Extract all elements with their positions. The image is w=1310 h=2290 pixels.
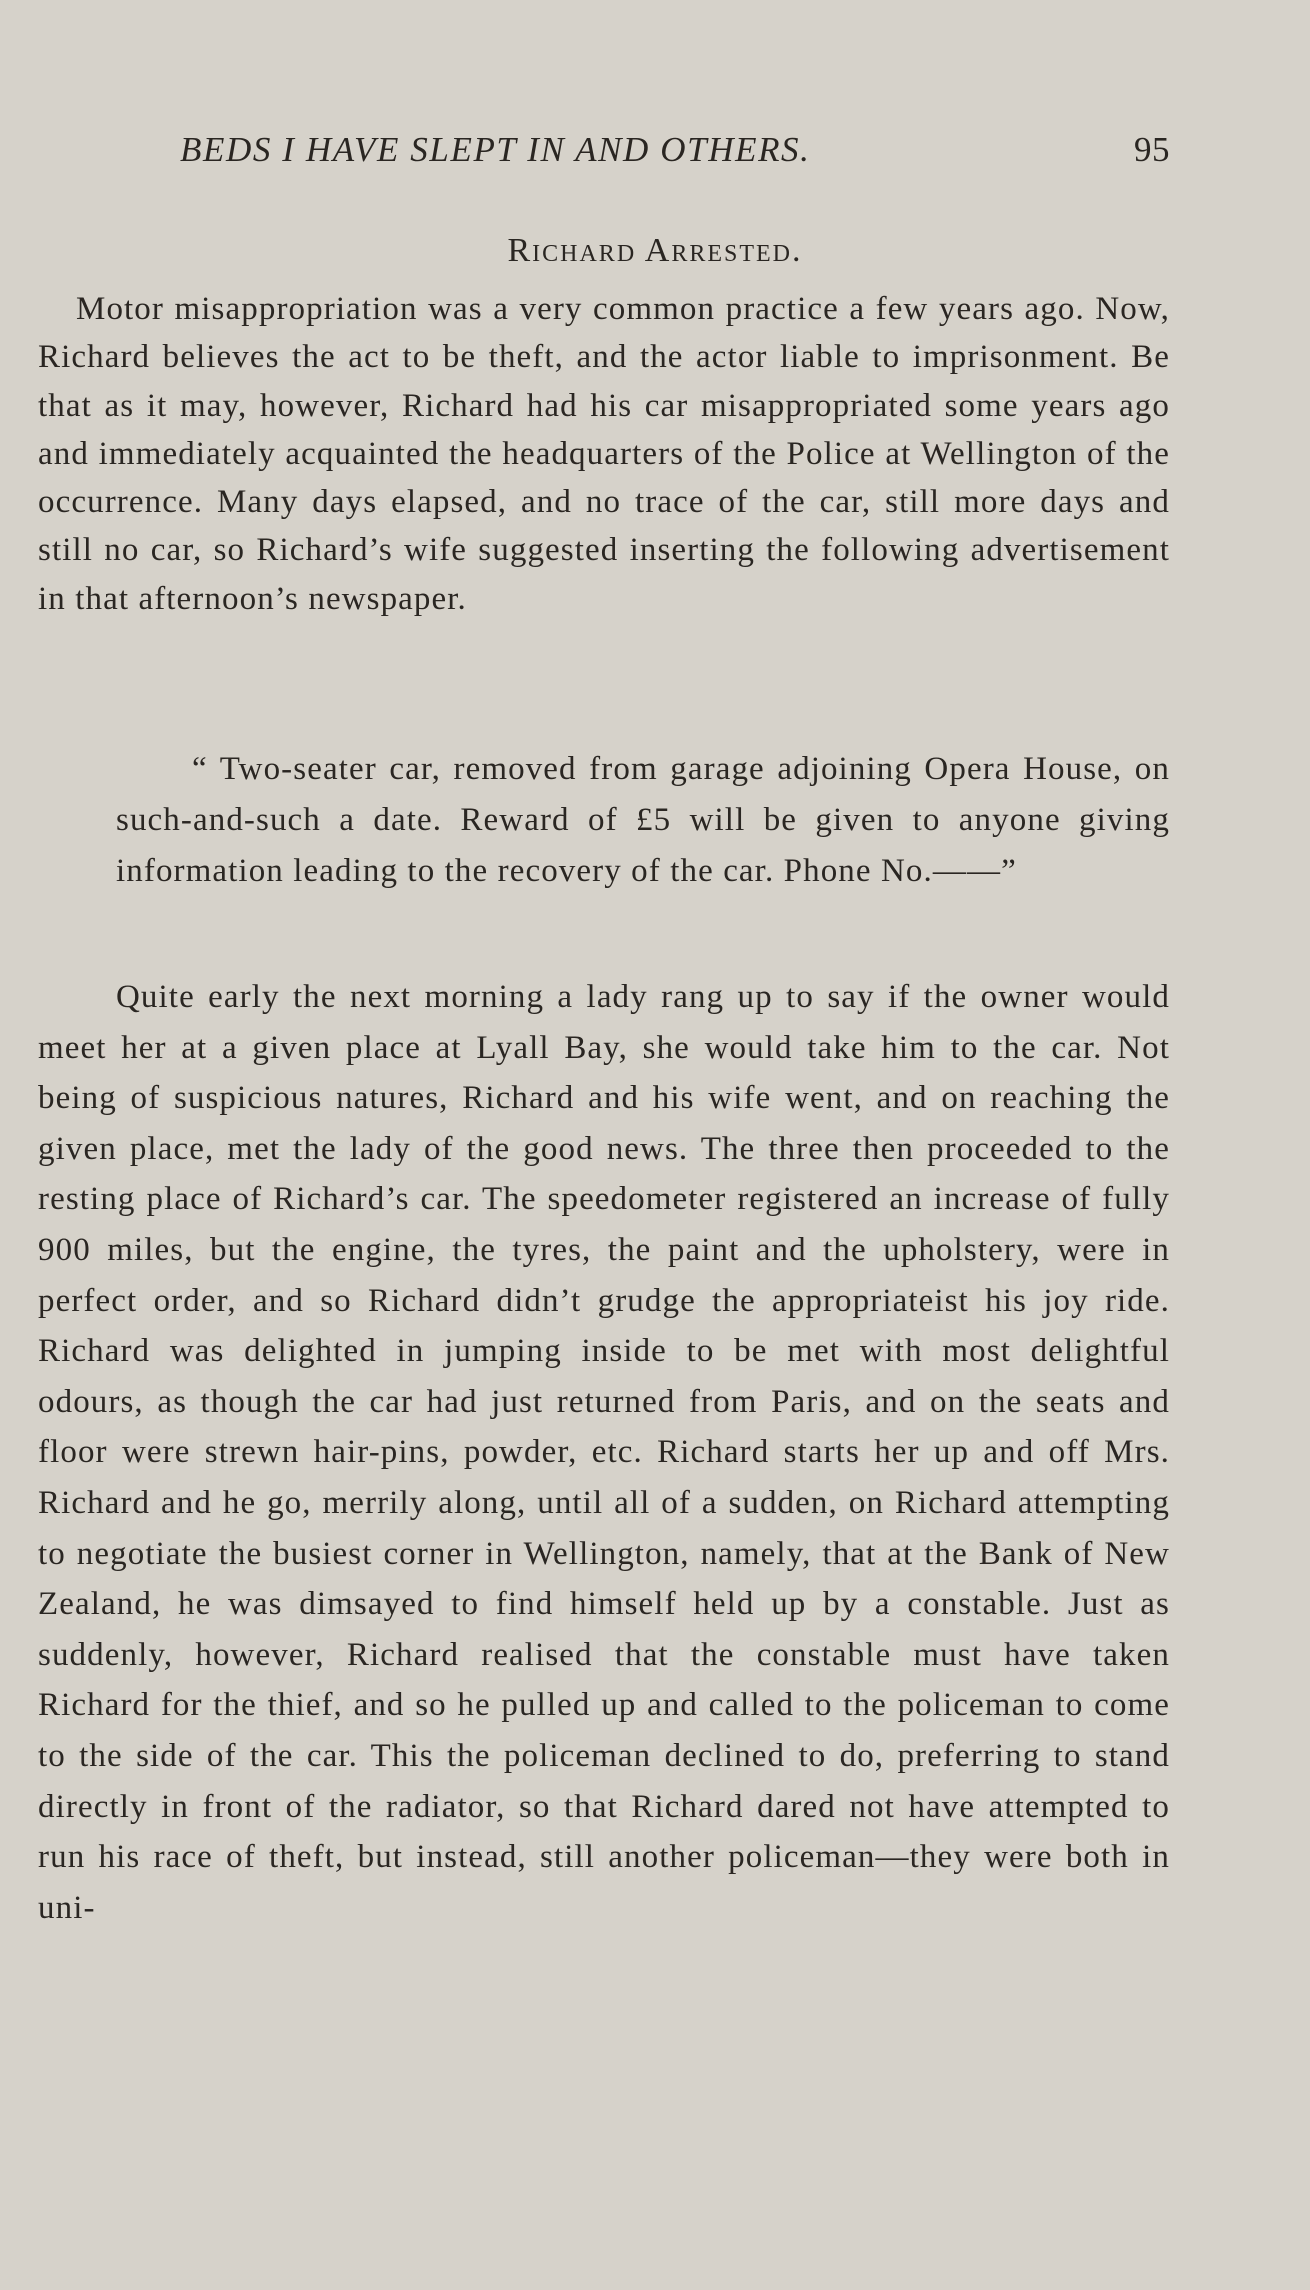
body-paragraph: Quite early the next morning a lady rang up to say if the owner would meet her at a given place at Lyall Bay, she would take him to the car. Not being of suspicious natures, Richard and his wife went, and on reaching the given place, met the lady of the good news. The three then proceeded to the resting place of Richard’s car. The speedometer registered an increase of fully 900 miles, but the engine, the tyres, the paint and the upholstery, were in perfect order, and so Richard didn’t grudge the appropriateist his joy ride. Richard was delighted in jumping inside to be met with most delightful odours, as though the car had just returned from Paris, and on the seats and floor were strewn hair-pins, powder, etc. Richard starts her up and off Mrs. Richard and he go, merrily along, until all of a sudden, on Richard attempting to negotiate the busiest corner in Wellington, namely, that at the Bank of New Zealand, he was dimsayed to find himself held up by a constable. Just as suddenly, however, Richard realised that the constable must have taken Richard for the thief, and so he pulled up and called to the policeman to come to the side of the car. This the policeman declined to do, preferring to stand directly in front of the radiator, so that Richard dared not have attempted to run his race of theft, but instead, still another policeman—they were both in uni- <box>38 979 1170 1926</box>
body-paragraph: Motor misappropriation was a very common practice a few years ago. Now, Richard believes the act to be theft, and the actor liable to imprisonment. Be that as it may, however, Richard had his car misappropriated some years ago and immediately acquainted the headquarters of the Police at Wellington of the occurrence. Many days elapsed, and no trace of the car, still more days and still no car, so Richard’s wife suggested inserting the following advertisement in that afternoon’s newspaper. <box>38 291 1170 617</box>
page-number: 95 <box>1134 130 1170 169</box>
page-header <box>180 122 1170 178</box>
section-title: Richard Arrested. <box>507 232 803 269</box>
running-title: BEDS I HAVE SLEPT IN AND OTHERS. <box>180 130 811 169</box>
advertisement-quote: “ Two-seater car, removed from garage adjoining Opera House, on such-and-such a date. Reward of £5 will be given to anyone giving information leading to the recovery of the car. Phone No.——” <box>116 751 1170 889</box>
